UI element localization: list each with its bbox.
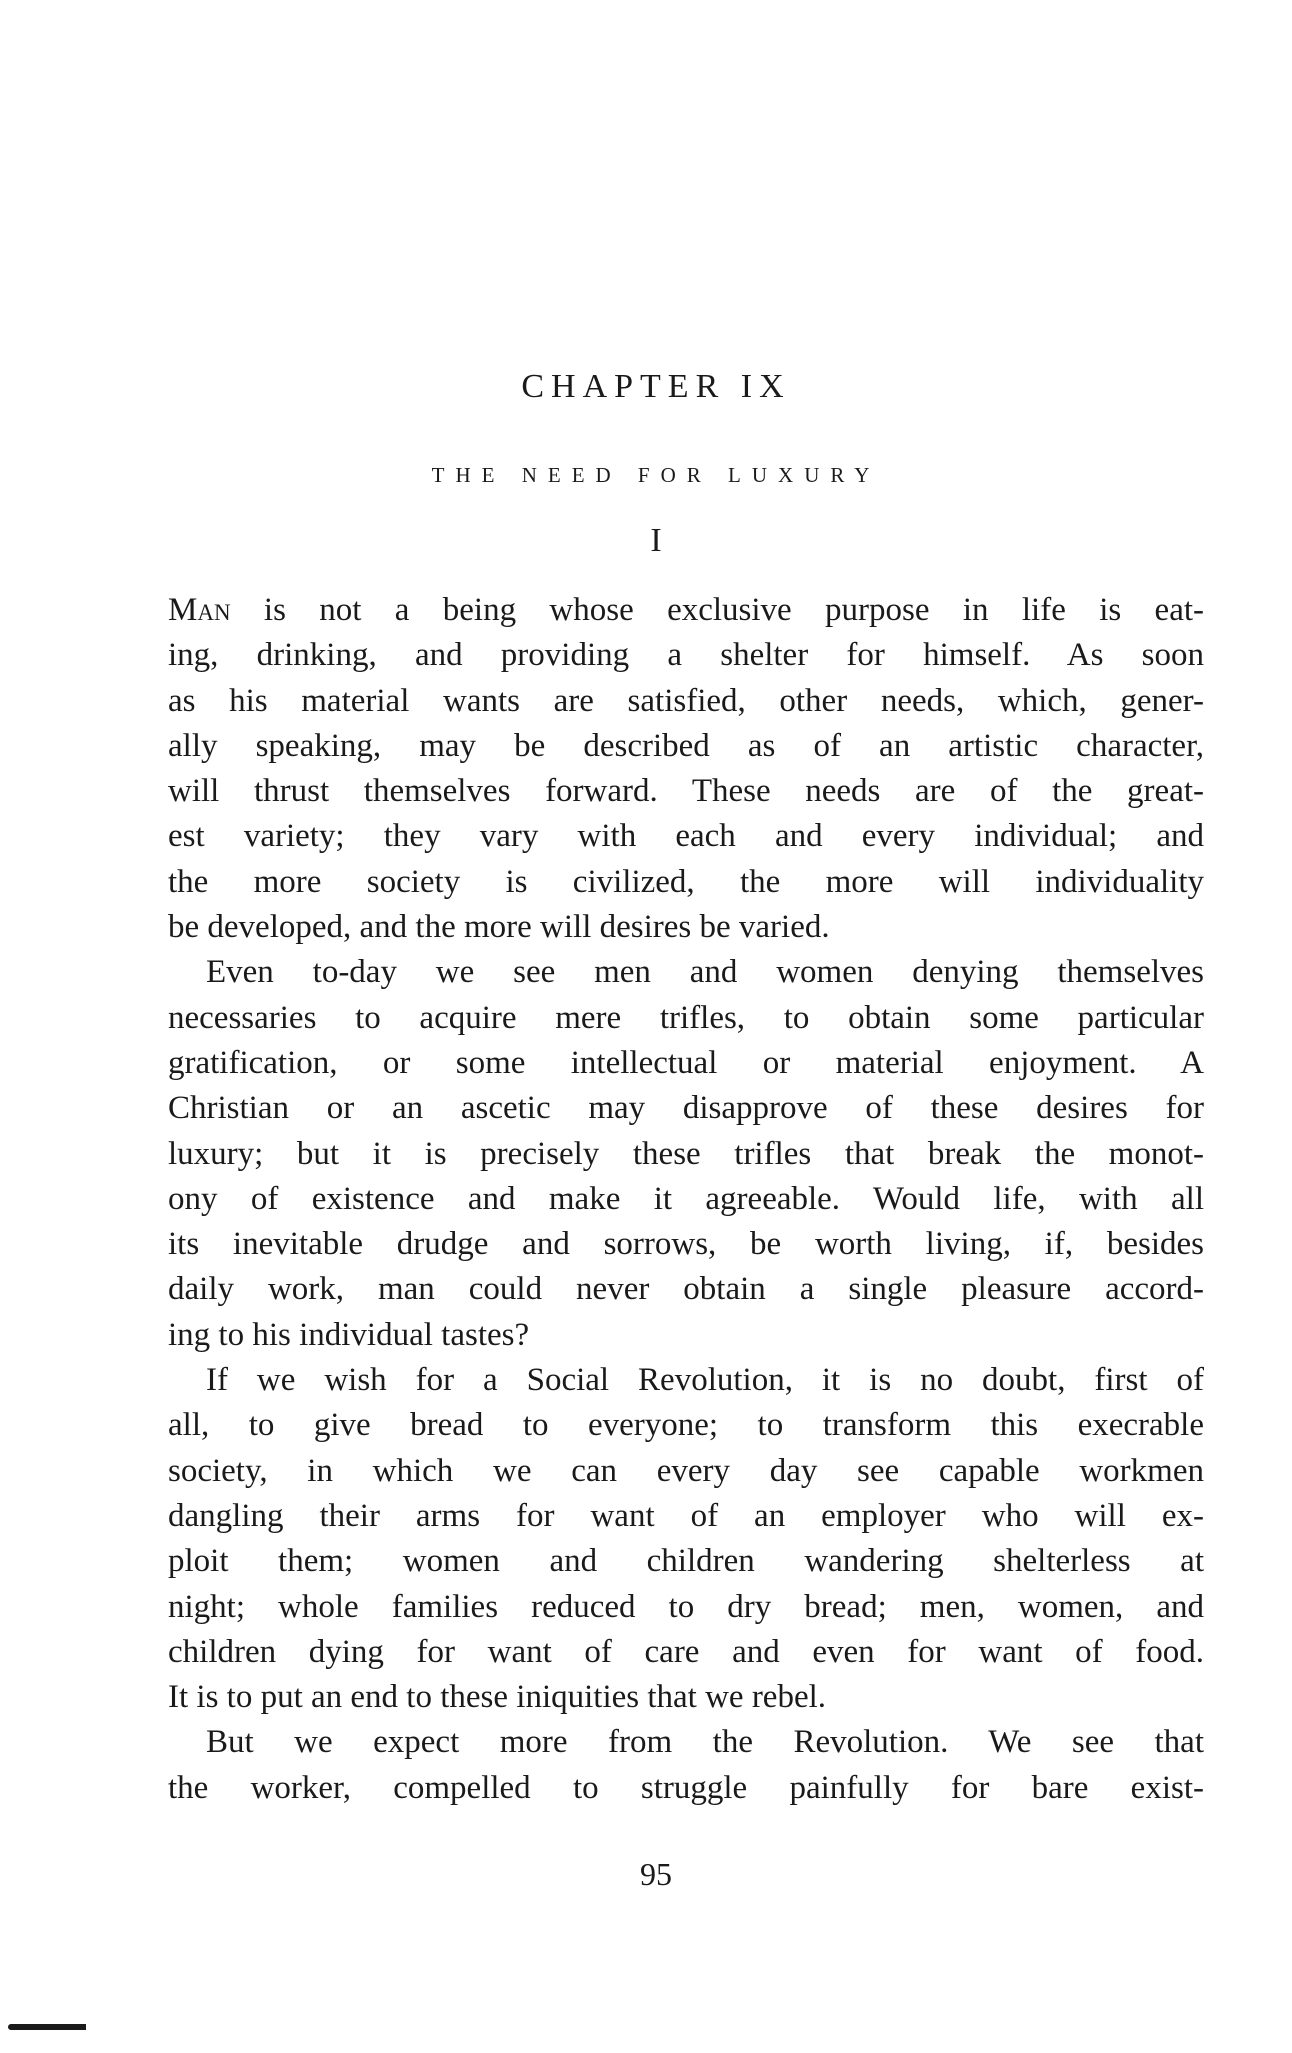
text-line: daily work, man could never obtain a single pleasure accord- (168, 1271, 1204, 1308)
chapter-subtitle: THE NEED FOR LUXURY (431, 463, 881, 487)
chapter-title: CHAPTER IX (521, 368, 791, 405)
text-line: If we wish for a Social Revolution, it is no doubt, first of (206, 1362, 1204, 1399)
text-line: the worker, compelled to struggle painfully for bare exist- (168, 1769, 1204, 1806)
text-line: luxury; but it is precisely these trifles that break the monot- (168, 1135, 1204, 1172)
text-line: be developed, and the more will desires be varied. (168, 909, 830, 946)
scan-edge-mark (8, 2024, 86, 2030)
text-line: as his material wants are satisfied, other needs, which, gener- (168, 682, 1204, 719)
section-number: I (650, 522, 662, 559)
text-line: Christian or an ascetic may disapprove of these desires for (168, 1090, 1204, 1127)
text-line: society, in which we can every day see capable workmen (168, 1452, 1204, 1489)
text-line: gratification, or some intellectual or material enjoyment. A (168, 1044, 1204, 1081)
text-line: Even to-day we see men and women denying themselves (206, 954, 1204, 991)
opening-word: Man (168, 592, 231, 628)
text-line: the more society is civilized, the more will individuality (168, 863, 1204, 900)
text-line: necessaries to acquire mere trifles, to obtain some particular (168, 999, 1204, 1036)
text-line: its inevitable drudge and sorrows, be worth living, if, besides (168, 1226, 1204, 1263)
text-line: ing, drinking, and providing a shelter for himself. As soon (168, 637, 1204, 674)
page-number: 95 (640, 1856, 672, 1892)
text-line: night; whole families reduced to dry bread; men, women, and (168, 1588, 1204, 1625)
text-line: But we expect more from the Revolution. We see that (206, 1724, 1204, 1761)
text-line: ploit them; women and children wandering shelterless at (168, 1543, 1204, 1580)
text-line: est variety; they vary with each and every individual; and (168, 818, 1204, 855)
text-line: It is to put an end to these iniquities that we rebel. (168, 1679, 827, 1716)
body-text (168, 588, 1204, 1811)
text-line: ony of existence and make it agreeable. Would life, with all (168, 1180, 1204, 1217)
text-line: Man is not a being whose exclusive purpose in life is eat- (168, 592, 1204, 628)
text-line: will thrust themselves forward. These needs are of the great- (168, 773, 1204, 810)
text-line: dangling their arms for want of an employer who will ex- (168, 1497, 1204, 1534)
text-line: all, to give bread to everyone; to transform this execrable (168, 1407, 1204, 1444)
text-line: ing to his individual tastes? (168, 1316, 530, 1353)
text-line: children dying for want of care and even for want of food. (168, 1633, 1204, 1670)
text-line: ally speaking, may be described as of an artistic character, (168, 727, 1204, 764)
